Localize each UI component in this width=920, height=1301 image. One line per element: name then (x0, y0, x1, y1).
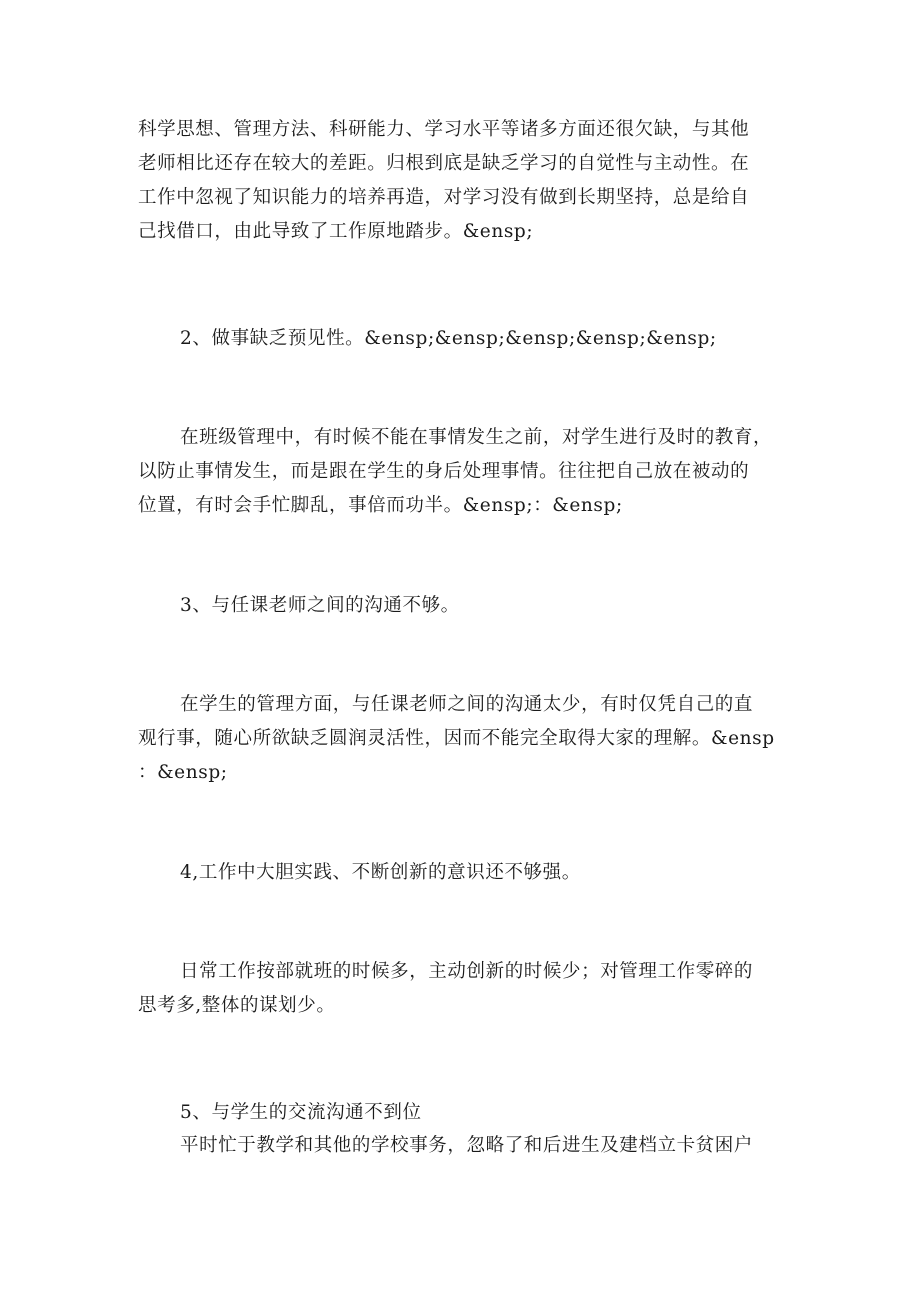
paragraph-2-line-3: 位置，有时会手忙脚乱，事倍而功半。&ensp;：&ensp; (138, 495, 623, 516)
paragraph-1-line-2: 老师相比还存在较大的差距。归根到底是缺乏学习的自觉性与主动性。在 (138, 153, 750, 174)
paragraph-4-line-2: 思考多,整体的谋划少。 (138, 995, 336, 1016)
paragraph-3-line-3: ：&ensp; (138, 762, 228, 783)
heading-5: 5、与学生的交流沟通不到位 (180, 1102, 422, 1123)
paragraph-1-line-1: 科学思想、管理方法、科研能力、学习水平等诸多方面还很欠缺，与其他 (138, 119, 750, 140)
paragraph-3-line-1: 在学生的管理方面，与任课老师之间的沟通太少，有时仅凭自己的直 (180, 694, 754, 715)
paragraph-1-line-4: 己找借口，由此导致了工作原地踏步。&ensp; (138, 221, 534, 242)
paragraph-5-line-1: 平时忙于教学和其他的学校事务，忽略了和后进生及建档立卡贫困户 (180, 1135, 754, 1156)
paragraph-3-line-2: 观行事，随心所欲缺乏圆润灵活性，因而不能完全取得大家的理解。&ensp (138, 728, 775, 749)
heading-2: 2、做事缺乏预见性。&ensp;&ensp;&ensp;&ensp;&ensp; (180, 328, 717, 349)
heading-4: 4,工作中大胆实践、不断创新的意识还不够强。 (180, 862, 581, 883)
heading-3: 3、与任课老师之间的沟通不够。 (180, 595, 460, 616)
paragraph-2-line-2: 以防止事情发生，而是跟在学生的身后处理事情。往往把自己放在被动的 (138, 461, 750, 482)
paragraph-4-line-1: 日常工作按部就班的时候多，主动创新的时候少；对管理工作零碎的 (180, 961, 754, 982)
paragraph-2-line-1: 在班级管理中，有时候不能在事情发生之前，对学生进行及时的教育， (180, 427, 773, 448)
paragraph-1-line-3: 工作中忽视了知识能力的培养再造，对学习没有做到长期坚持，总是给自 (138, 187, 750, 208)
